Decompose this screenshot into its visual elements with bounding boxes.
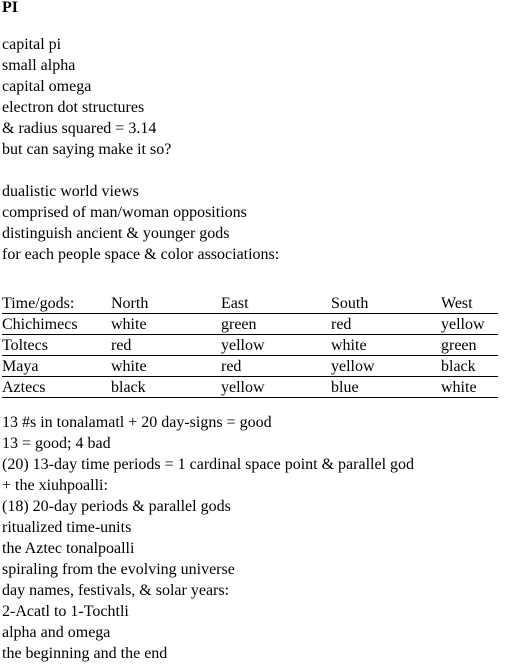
table-cell: white [331,335,441,356]
poem-line: for each people space & color associations: [2,246,280,263]
table-cell: white [441,377,498,398]
direction-color-table [2,293,498,398]
table-cell: yellow [221,335,331,356]
poem-line: capital omega [2,78,92,95]
stanza-1 [2,34,507,160]
table-cell: Maya [2,356,111,377]
table-cell: black [111,377,221,398]
table-header-cell: East [221,293,331,314]
poem-line: + the xiuhpoalli: [2,477,108,494]
stanza-gap [2,160,507,181]
poem-line: 2-Acatl to 1-Tochtli [2,603,129,620]
table-cell: yellow [441,314,498,335]
stanza-3 [2,412,507,664]
poem-line: the Aztec tonalpoalli [2,540,135,557]
stanza-gap [2,20,507,34]
table-header-row [2,293,498,314]
stanza-gap [2,398,507,412]
table-cell: black [441,356,498,377]
poem-line: (20) 13-day time periods = 1 cardinal space point & parallel god [2,456,415,473]
table-header-cell: North [111,293,221,314]
table-row [2,356,498,377]
poem-line: ritualized time-units [2,519,132,536]
table-row [2,377,498,398]
table-cell: yellow [331,356,441,377]
table-cell: red [111,335,221,356]
table-cell: white [111,356,221,377]
table-cell: red [221,356,331,377]
table-cell: green [441,335,498,356]
poem-line: comprised of man/woman oppositions [2,204,247,221]
poem-line: spiraling from the evolving universe [2,561,235,578]
table-cell: green [221,314,331,335]
table-cell: white [111,314,221,335]
poem-line: alpha and omega [2,624,111,641]
stanza-2 [2,181,507,265]
poem-line: small alpha [2,57,76,74]
poem-line: but can saying make it so? [2,141,172,158]
table-header-cell: Time/gods: [2,293,111,314]
poem-line: (18) 20-day periods & parallel gods [2,498,231,515]
poem-line: electron dot structures [2,99,145,116]
table-cell: Chichimecs [2,314,111,335]
table-header-cell: West [441,293,498,314]
poem-line: 13 = good; 4 bad [2,435,111,452]
table-cell: Toltecs [2,335,111,356]
table-cell: Aztecs [2,377,111,398]
poem-line: dualistic world views [2,183,139,200]
table-cell: red [331,314,441,335]
poem-line: the beginning and the end [2,645,168,662]
poem-page [2,0,507,664]
poem-line: distinguish ancient & younger gods [2,225,230,242]
poem-line: 13 #s in tonalamatl + 20 day-signs = good [2,414,272,431]
table-row [2,335,498,356]
stanza-gap [2,265,507,293]
poem-line: capital pi [2,36,62,53]
table-header-cell: South [331,293,441,314]
poem-line: day names, festivals, & solar years: [2,582,230,599]
table-cell: blue [331,377,441,398]
table-cell: yellow [221,377,331,398]
table-row [2,314,498,335]
poem-line: & radius squared = 3.14 [2,120,157,137]
poem-title: PI [2,0,18,16]
